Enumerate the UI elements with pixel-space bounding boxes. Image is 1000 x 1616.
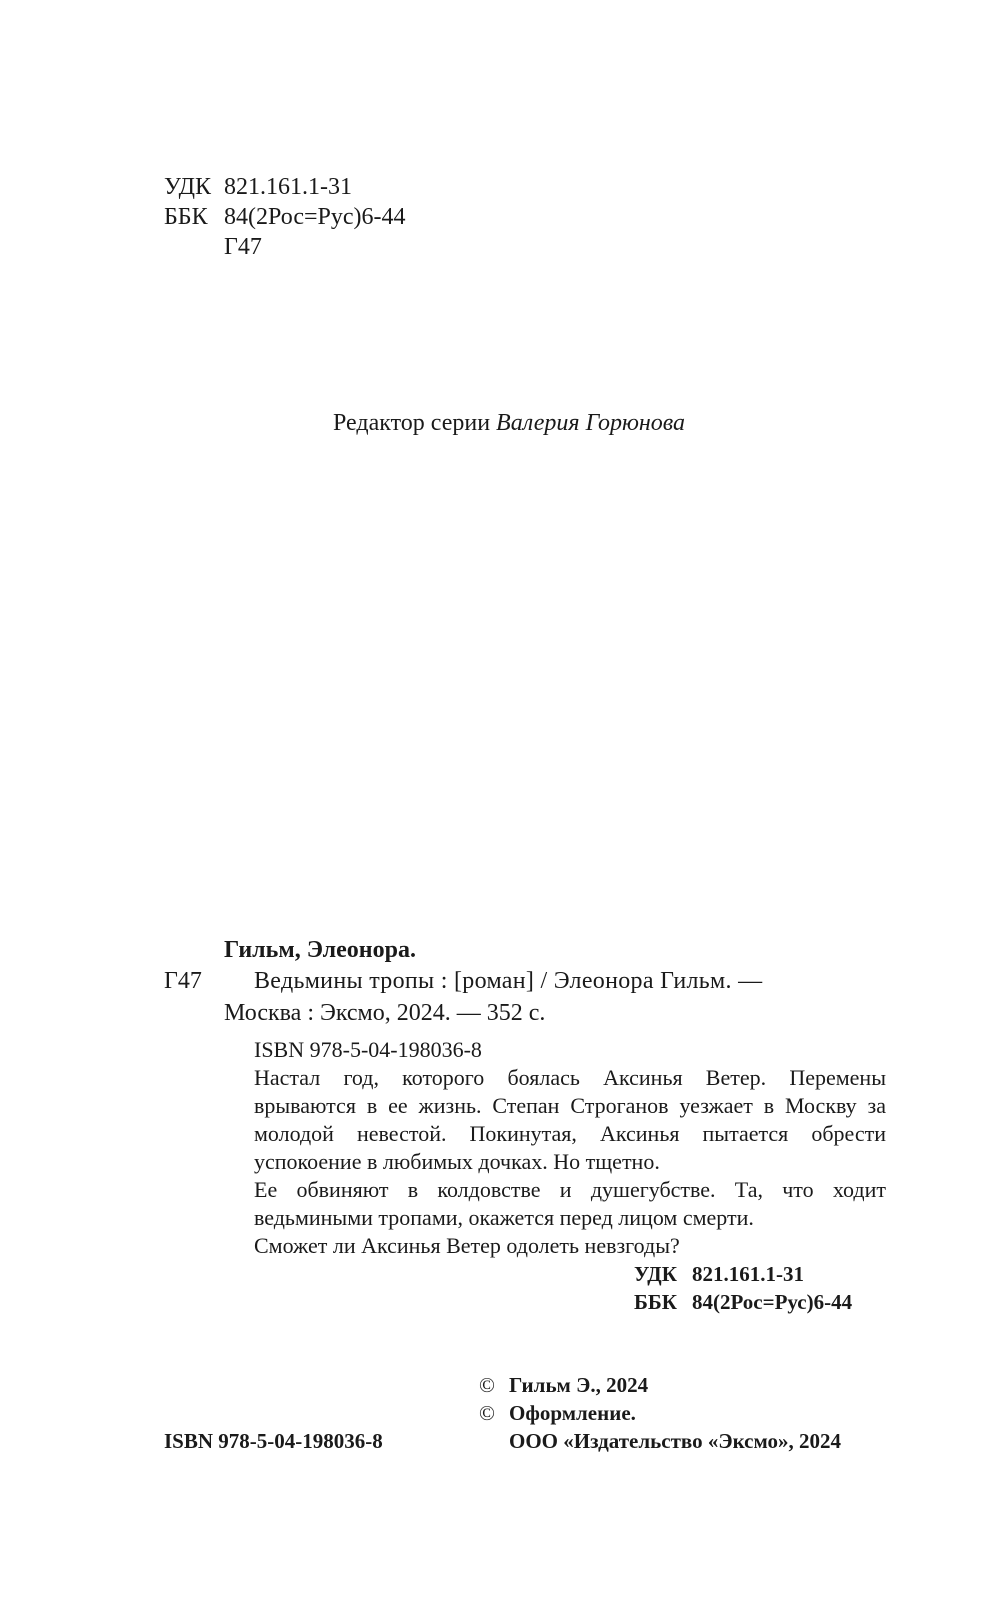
card-isbn: ISBN 978-5-04-198036-8 xyxy=(254,1037,482,1062)
bbk-line xyxy=(164,202,406,232)
series-editor-name: Валерия Горюнова xyxy=(496,410,686,436)
copyright-design-text: Оформление. xyxy=(509,1401,636,1425)
author-sign: Г47 xyxy=(224,234,262,260)
series-editor xyxy=(333,408,685,438)
annotation-paragraph-3: Сможет ли Аксинья Ветер одолеть невзгоды? xyxy=(254,1233,680,1258)
copyright-icon: © xyxy=(479,1373,495,1397)
copyright-author-text: Гильм Э., 2024 xyxy=(509,1373,649,1397)
author-sign-line xyxy=(164,232,262,262)
card-annotation-2 xyxy=(254,1176,886,1232)
card-udk-line xyxy=(634,1260,804,1288)
card-annotation xyxy=(254,1064,886,1176)
copyright-design xyxy=(479,1400,636,1427)
card-bbk-line xyxy=(634,1288,852,1316)
card-title-line2: Москва : Эксмо, 2024. — 352 с. xyxy=(224,1000,546,1026)
card-bbk-value: 84(2Рос=Рус)6-44 xyxy=(692,1290,853,1314)
card-author: Гильм, Элеонора. xyxy=(224,937,416,963)
copyright-author xyxy=(479,1372,648,1399)
card-udk-value: 821.161.1-31 xyxy=(692,1262,804,1286)
udk-line xyxy=(164,172,352,202)
bbk-value: 84(2Рос=Рус)6-44 xyxy=(224,204,406,230)
copyright-publisher: ООО «Издательство «Эксмо», 2024 xyxy=(509,1429,842,1453)
card-author-sign: Г47 xyxy=(164,968,202,994)
card-udk-label: УДК xyxy=(634,1262,677,1286)
udk-value: 821.161.1-31 xyxy=(224,174,352,200)
annotation-paragraph-2: Ее обвиняют в колдовстве и душегубстве. Та, что ходит ведьмиными тропами, окажется перед лицом смерти. xyxy=(254,1177,886,1230)
footer-isbn: ISBN 978-5-04-198036-8 xyxy=(164,1429,383,1453)
udk-label: УДК xyxy=(164,174,211,200)
card-title-line1: Ведьмины тропы : [роман] / Элеонора Гильм. — xyxy=(254,968,763,994)
card-bbk-label: ББК xyxy=(634,1290,677,1314)
copyright-icon-2: © xyxy=(479,1401,495,1425)
annotation-paragraph-1: Настал год, которого боялась Аксинья Ветер. Перемены врываются в ее жизнь. Степан Строганов уезжает в Москву за молодой невестой. Покинутая, Аксинья пытается обрести успокоение в любимых дочках. Но тщетно. xyxy=(254,1065,886,1174)
bbk-label: ББК xyxy=(164,204,208,230)
series-editor-prefix: Редактор серии xyxy=(333,410,491,436)
